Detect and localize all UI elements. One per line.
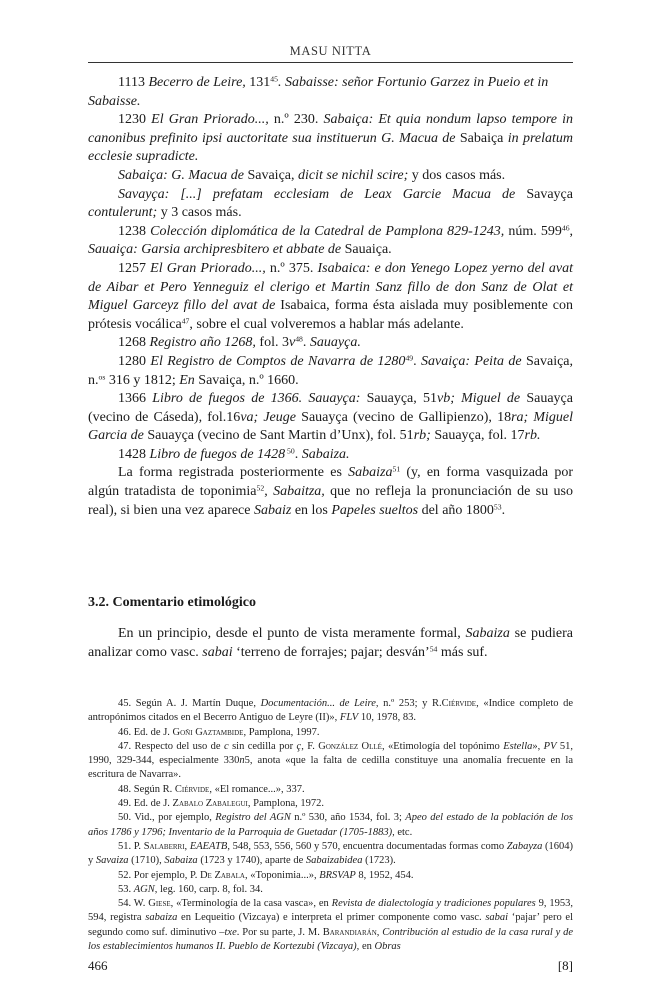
header-rule bbox=[88, 62, 573, 63]
text: ç bbox=[296, 740, 302, 752]
quote: rb. bbox=[524, 428, 541, 444]
text: , «Toponimia...», bbox=[244, 869, 320, 881]
text: Sabaitza, bbox=[273, 484, 325, 500]
text: Estella bbox=[503, 740, 533, 752]
text: . Por su parte, J. M. bbox=[236, 926, 323, 938]
source-title: Registro año 1268, bbox=[149, 335, 256, 351]
text: n.º 375. bbox=[265, 260, 318, 276]
text: Sauayça, fol. 17 bbox=[430, 428, 525, 444]
text: Contribución al estudio de la casa rural y de los establecimientos humanos II. Pueblo de Kortezubi (Vizcaya), bbox=[88, 926, 573, 953]
footnote-54 bbox=[88, 897, 573, 954]
text: PV bbox=[543, 740, 557, 752]
text: , «Etimología del topónimo bbox=[381, 740, 504, 752]
footnote-ref: 50 bbox=[285, 446, 295, 456]
text: sabaiza bbox=[145, 912, 178, 924]
text: BRSVAP bbox=[319, 869, 356, 881]
text: n.º 530, año 1534, fol. 3; bbox=[290, 812, 406, 824]
text: 52. Por ejemplo, P. bbox=[118, 869, 200, 881]
author: Ciérvide bbox=[441, 698, 477, 709]
entry-1230-b bbox=[88, 167, 573, 186]
text: , Pamplona, 1972. bbox=[247, 798, 325, 810]
text: 9, 1953, 594, registra bbox=[88, 898, 573, 924]
text: en bbox=[359, 941, 375, 953]
text: Revista de dialectología y tradiciones populares bbox=[331, 898, 536, 910]
text: (y, en forma vasquizada por algún tratadista de toponimia bbox=[88, 465, 573, 500]
text: (1723 y 1740), aparte de bbox=[197, 855, 306, 867]
text: Registro del AGN bbox=[215, 812, 291, 824]
text: Sauayça, 51 bbox=[360, 391, 437, 407]
text: AGN bbox=[133, 883, 155, 895]
text: en Lequeitio (Vizcaya) e interpreta el primer componente como vasc. bbox=[177, 912, 486, 924]
entry-1230-c bbox=[88, 186, 573, 223]
text: Savayça bbox=[515, 186, 573, 202]
quote: Savaiça: Peita de bbox=[421, 353, 522, 369]
footnote-ref: 53 bbox=[493, 502, 502, 512]
text: En un principio, desde el punto de vista meramente formal, bbox=[118, 626, 466, 641]
quote: Sabaiza. bbox=[301, 446, 350, 462]
paragraph bbox=[88, 625, 573, 662]
quote: rb; bbox=[413, 428, 431, 444]
sheet-marker: [8] bbox=[557, 958, 573, 973]
text: Sabaiza bbox=[348, 465, 393, 481]
text: , bbox=[184, 840, 190, 852]
footnote-53 bbox=[88, 883, 573, 897]
text: Obras bbox=[374, 941, 401, 953]
quote: dicit se nichil scire; bbox=[298, 167, 409, 183]
text: , bbox=[569, 223, 574, 239]
text: Sabaiz bbox=[253, 502, 292, 518]
text: Savaiça, n. bbox=[88, 353, 574, 388]
entry-1230 bbox=[88, 111, 573, 167]
text: Savaiça, bbox=[243, 167, 298, 183]
entry-1113 bbox=[88, 74, 573, 111]
text: , 548, 553, 556, 560 y 570, encuentra documentadas formas como bbox=[227, 840, 507, 852]
footnote-50 bbox=[88, 811, 573, 840]
text: v bbox=[288, 335, 296, 351]
text: ‘pajar’ pero el segundo como suf. diminutivo bbox=[88, 912, 573, 938]
text: se pudiera analizar como vasc. bbox=[88, 626, 573, 660]
source-title: El Gran Priorado..., bbox=[151, 112, 269, 128]
footnote-ref: 45 bbox=[270, 74, 278, 84]
text: que no refleja la pronunciación de su uso real), si bien una vez aparece bbox=[88, 484, 574, 518]
section-heading: 3.2. Comentario etimológico bbox=[88, 595, 256, 610]
text: 51. P. bbox=[118, 840, 144, 852]
text: Sabaiza bbox=[465, 626, 510, 641]
text: y 3 casos más. bbox=[157, 205, 242, 221]
text: 47. Respecto del uso de bbox=[118, 740, 224, 752]
author: Goñi Gaztambide bbox=[172, 726, 244, 738]
footnote-49 bbox=[88, 797, 573, 811]
text: 45. Según A. J. Martín Duque, bbox=[118, 698, 261, 709]
source-title: El Registro de Comptos de Navarra de 1280 bbox=[150, 353, 406, 369]
text: y dos casos más. bbox=[408, 167, 506, 183]
footnote-ref: 49 bbox=[405, 353, 414, 363]
text: . bbox=[413, 353, 422, 369]
source-title: Libro de fuegos de 1366. Sauayça: bbox=[152, 391, 361, 407]
entry-1268 bbox=[88, 334, 573, 353]
text: Documentación... de Leire, bbox=[260, 698, 379, 709]
text: . bbox=[294, 446, 302, 462]
text: , bbox=[376, 926, 383, 938]
source-title: Libro de fuegos de 1428 bbox=[149, 446, 286, 462]
text: (1710), bbox=[128, 855, 165, 867]
text: n.º 230. bbox=[268, 112, 324, 128]
text: del año 1800 bbox=[418, 502, 494, 518]
text: 1238 bbox=[118, 223, 151, 239]
text: 1268 bbox=[118, 335, 150, 351]
text: , leg. 160, carp. 8, fol. 34. bbox=[154, 883, 263, 895]
later-forms-paragraph bbox=[88, 464, 573, 520]
text: 49. Ed. de J. bbox=[118, 798, 173, 810]
footnote-ref: 51 bbox=[392, 464, 401, 474]
text: . bbox=[501, 502, 506, 518]
text: Zabayza bbox=[506, 840, 543, 852]
text: 1366 bbox=[118, 391, 153, 407]
source-title: Becerro de Leire, bbox=[148, 75, 246, 90]
author: Giese bbox=[148, 898, 171, 910]
footnote-ref: 52 bbox=[256, 483, 265, 493]
author: De Zabala bbox=[199, 869, 245, 881]
text: 131 bbox=[245, 75, 271, 90]
quote: . Sabaisse: señor Fortunio Garzez in Pueio et in bbox=[277, 75, 549, 90]
text: EAEATB bbox=[189, 840, 228, 852]
footnote-ref: 46 bbox=[561, 223, 570, 233]
text: 5, anota «que la falta de cedilla constituye una anomalía frecuente en la escritura de Navarra». bbox=[88, 755, 573, 781]
text: Sabaiza bbox=[164, 855, 198, 867]
quote: Savayça: [...] prefatam ecclesiam de Leax Garcie Macua de bbox=[118, 186, 516, 202]
text: Sauayça (vecino de Sant Martin d’Unx), fol. 51 bbox=[143, 428, 414, 444]
text: núm. 599 bbox=[504, 223, 562, 239]
text: sin cedilla por bbox=[228, 740, 297, 752]
footnote-ref: 54 bbox=[429, 643, 438, 653]
text: c bbox=[223, 740, 229, 752]
text: –txe bbox=[219, 926, 237, 938]
text: En bbox=[179, 372, 195, 388]
page-number: 466 bbox=[88, 958, 108, 973]
text: etc. bbox=[394, 826, 413, 838]
text: Savaiza bbox=[95, 855, 129, 867]
text: 1257 bbox=[118, 260, 151, 276]
quote: Sabaiça: G. Macua de bbox=[118, 167, 244, 183]
section-intro bbox=[88, 625, 573, 662]
text: Sauayça (vecino de Cáseda), fol.16 bbox=[88, 391, 573, 425]
text: , «El romance...», 337. bbox=[209, 783, 305, 795]
text: (1723). bbox=[362, 855, 396, 867]
footnote-46 bbox=[88, 726, 573, 740]
entry-1257 bbox=[88, 260, 573, 334]
text: Sauaiça. bbox=[341, 242, 392, 258]
text: fol. 3 bbox=[255, 335, 289, 351]
footnote-ref: 48 bbox=[295, 334, 303, 344]
entry-1238 bbox=[88, 223, 573, 260]
text: », bbox=[532, 740, 544, 752]
text: 10, 1978, 83. bbox=[358, 712, 416, 724]
text: Savaiça, n.º 1660. bbox=[194, 372, 299, 388]
text: Sauayça (vecino de Gallipienzo), 18 bbox=[296, 409, 512, 425]
text: . bbox=[302, 335, 310, 351]
footnote-47 bbox=[88, 740, 573, 783]
text: , F. bbox=[301, 740, 319, 752]
quote: Sauayça. bbox=[309, 335, 361, 351]
author: González Ollé bbox=[318, 740, 382, 752]
text: , «Terminología de la casa vasca», en bbox=[170, 898, 332, 910]
footnote-45 bbox=[88, 697, 573, 726]
source-title: El Gran Priorado..., bbox=[150, 260, 266, 276]
quote: Isabaica: e don Yenego Lopez yerno del avat de Aibar et Pero Yenneguiz el clerigo et Martin Sanz fillo de don Sanz de Olat et Miguel Garceyz fillo del avat de bbox=[88, 260, 573, 314]
text: 48. Según R. bbox=[118, 783, 175, 795]
text: Isabaica, forma ésta aislada muy posiblemente con prótesis vocálica bbox=[88, 298, 573, 332]
text: n bbox=[239, 755, 245, 767]
running-head: MASU NITTA bbox=[289, 44, 372, 58]
quote: Sauaiça: Garsia archipresbitero et abbate de bbox=[88, 242, 342, 258]
text: La forma registrada posteriormente es bbox=[118, 465, 349, 481]
text: Sabaizabidea bbox=[305, 855, 363, 867]
entry-1366 bbox=[88, 390, 573, 446]
text: 8, 1952, 454. bbox=[355, 869, 414, 881]
text: , «Indice completo de antropónimos citados en el Becerro Antiguo de Leyre (II)», bbox=[88, 698, 574, 724]
text: 316 y 1812; bbox=[105, 372, 180, 388]
text: os bbox=[98, 371, 106, 381]
quote: contulerunt; bbox=[88, 205, 158, 221]
text: 1230 bbox=[118, 112, 152, 128]
text: 46. Ed. de J. bbox=[118, 726, 173, 738]
text: FLV bbox=[339, 712, 359, 724]
footnote-52 bbox=[88, 869, 573, 883]
footnote-ref: 47 bbox=[181, 316, 190, 326]
quote: Sabaisse. bbox=[88, 93, 141, 109]
text: 1280 bbox=[118, 353, 151, 369]
text: , bbox=[264, 484, 274, 500]
footnote-48 bbox=[88, 783, 573, 797]
text: 50. Vid., por ejemplo, bbox=[118, 812, 216, 824]
text: sabai bbox=[202, 644, 233, 660]
quote: va; Jeuge bbox=[240, 409, 296, 425]
text: 53. bbox=[118, 883, 134, 895]
text: más suf. bbox=[437, 644, 488, 660]
footnote-51 bbox=[88, 840, 573, 869]
quote: vb; Miguel de bbox=[436, 391, 521, 407]
main-text bbox=[88, 74, 573, 520]
quote: Sabaiça: Et quia nondum lapso tempore in canonibus prefinito ipsi auctoritate sua instituerun G. Macua de bbox=[88, 112, 574, 146]
text: Apeo del estado de la población de los años 1786 y 1796; Inventario de la Parroquia de Guetadar (1705-1883), bbox=[88, 812, 573, 838]
text: (1604) y bbox=[88, 840, 574, 867]
author: Ciérvide bbox=[174, 783, 210, 795]
text: Papeles sueltos bbox=[331, 502, 419, 518]
text: 51, 1990, 329-344, especialmente 330 bbox=[88, 740, 574, 767]
author: Zabalo Zabalegui bbox=[172, 798, 248, 810]
entry-1428 bbox=[88, 446, 573, 465]
author: Barandiarán bbox=[322, 926, 377, 938]
text: 1428 bbox=[118, 446, 150, 462]
quote: in prelatum ecclesie supradicte. bbox=[88, 130, 574, 165]
text: 1113 bbox=[118, 75, 149, 90]
footnotes bbox=[88, 697, 573, 954]
text: n.º 253; y R. bbox=[378, 698, 442, 709]
source-title: Colección diplomática de la Catedral de Pamplona 829-1243, bbox=[150, 223, 505, 239]
text: sabai bbox=[485, 912, 509, 924]
author: Salaberri bbox=[143, 840, 185, 852]
text: Sabaiça bbox=[455, 130, 508, 146]
text: , Pamplona, 1997. bbox=[243, 726, 320, 738]
quote: ra; Miguel Garcia de bbox=[88, 409, 574, 444]
text: , sobre el cual volveremos a hablar más adelante. bbox=[189, 316, 464, 332]
text: en los bbox=[291, 502, 332, 518]
entry-1280 bbox=[88, 353, 573, 390]
text: 54. W. bbox=[118, 898, 149, 910]
text: ‘terreno de forrajes; pajar; desván’ bbox=[232, 644, 430, 660]
